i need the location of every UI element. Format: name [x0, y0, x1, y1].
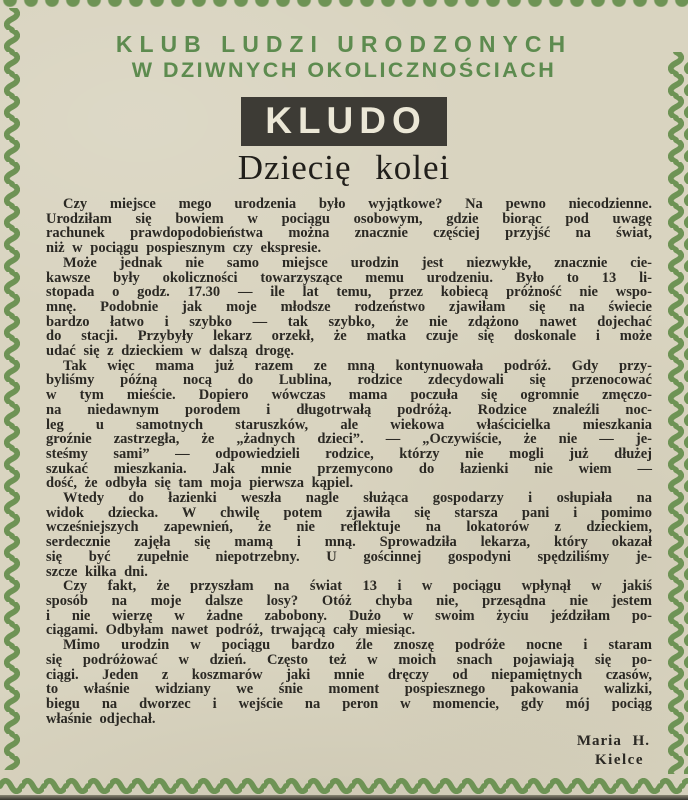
paragraph [46, 256, 652, 359]
text-line: właśnie odjechał. [46, 710, 156, 727]
text-line: się być zupełnie niepotrzebny. U gościnnej gospodyni spędziliśmy je- [46, 548, 652, 565]
text-line: do stacji. Przybyły lekarz orzekł, że matka czuje się doskonale i może [46, 328, 652, 345]
author-signature: Maria H. [576, 733, 650, 749]
text-line: Może jednak nie samo miejsce urodzin jest niezwykłe, znacznie cie- [63, 254, 652, 271]
text-line: Czy miejsce mego urodzenia było wyjątkowe? Na pewno niecodzienne. [63, 196, 652, 212]
text-line: ciągi. Jeden z koszmarów jaki mnie dręczy od niepamiętnych czasów, [46, 666, 652, 683]
text-line: i nie wierzę w żadne zabobony. Dużo w swoim życiu jeździłam po- [46, 607, 652, 624]
text-line: to właśnie widziany we śnie moment pospiesznego pakowania walizki, [46, 681, 652, 698]
text-line: Czy fakt, że przyszłam na świat 13 i w pociągu wpłynął w jakiś [63, 578, 652, 595]
text-line: niż w pociągu pospiesznym czy ekspresie. [46, 240, 322, 257]
article-body [46, 197, 652, 726]
text-line: sposób na moje dalsze losy? Otóż chyba nie, przesądna nie jestem [46, 592, 652, 609]
text-line: udać się z dzieckiem w dalszą drogę. [46, 343, 295, 360]
ornamental-border-bottom [0, 778, 688, 794]
text-line: Mimo urodzin w pociągu bardzo źle znoszę podróże nocne i staram [63, 637, 652, 654]
text-line: Wtedy do łazienki weszła nagle służąca gospodarzy i osłupiała na [63, 490, 652, 507]
text-line: stopada o godz. 17.30 — ile lat temu, przez kobiecą próżność nie wspo- [46, 284, 652, 301]
text-line: steśmy sami” — odpowiedzieli rodzice, którzy nie mogli już dłużej [46, 445, 652, 462]
article-title: Dziecię kolei [237, 148, 451, 187]
text-line: Tak więc mama już razem ze mną kontynuowała podróż. Gdy przy- [63, 357, 652, 374]
author-location: Kielce [595, 752, 644, 768]
kludo-badge-wrap [0, 97, 688, 146]
ornamental-border-top [0, 0, 688, 7]
text-line: ciągami. Odbyłam nawet podróż, trwającą cały miesiąc. [46, 622, 416, 639]
text-line: bardzo łatwo i szybko — tak szybko, że nie zdążono nawet dojechać [46, 313, 652, 330]
scan-edge-shadow [0, 795, 688, 800]
text-line: serdecznie zajęła się mamą i mną. Sprowadziła lekarza, który okazał [46, 534, 652, 551]
text-line: wcześniejszych zapewnień, że nie reflektuje na lokatorów z dzieckiem, [46, 519, 652, 536]
paragraph [46, 197, 652, 256]
text-line: biegu na dworzec i wejście na peron w momencie, gdy mój pociąg [46, 695, 652, 712]
kludo-badge: KLUDO [241, 97, 447, 146]
text-line: rachunek prawdopodobieństwa można znacznie częściej przyjść na świat, [46, 225, 652, 242]
club-name-line2: W DZIWNYCH OKOLICZNOŚCIACH [131, 58, 557, 82]
paragraph [46, 638, 652, 726]
text-line: mnę. Podobnie jak moje młodsze rodzeństwo zjawiłam się na świecie [46, 298, 652, 315]
paragraph [46, 579, 652, 638]
text-line: na niedawnym porodem i długotrwałą podróżą. Rodzice znaleźli noc- [46, 401, 652, 418]
text-line: widok dziecka. W chwilę potem zjawiła się starsza pani i pomimo [46, 504, 652, 521]
text-line: w tym mieście. Dopiero wówczas mama poczuła się ogromnie zmęczo- [46, 387, 652, 404]
text-line: Urodziłam się bowiem w pociągu osobowym, gdzie biorąc pod uwagę [46, 210, 652, 227]
paragraph [46, 491, 652, 579]
text-line: się podróżować w dzień. Często też w moich snach pojawiają się po- [46, 651, 652, 668]
club-name-line1: KLUB LUDZI URODZONYCH [115, 31, 573, 57]
text-line: szukać mieszkania. Jak mnie przemycono do łazienki nie wiem — [46, 460, 652, 477]
text-line: dość, że odbyła się tam moja pierwsza kąpiel. [46, 475, 354, 492]
text-line: byliśmy późną nocą do Lublina, rodzice zdecydowali się przenocować [46, 372, 652, 389]
text-line: leg u samotnych staruszków, ale wiekowa właścicielka mieszkania [46, 416, 652, 433]
text-line: kawsze były okoliczności towarzyszące memu urodzeniu. Było to 13 li- [46, 269, 652, 286]
text-line: groźnie zastrzegła, że „żadnych dzieci”. — „Oczywiście, że nie — je- [46, 431, 652, 448]
paragraph [46, 359, 652, 491]
text-line: szcze kilka dni. [46, 563, 148, 580]
